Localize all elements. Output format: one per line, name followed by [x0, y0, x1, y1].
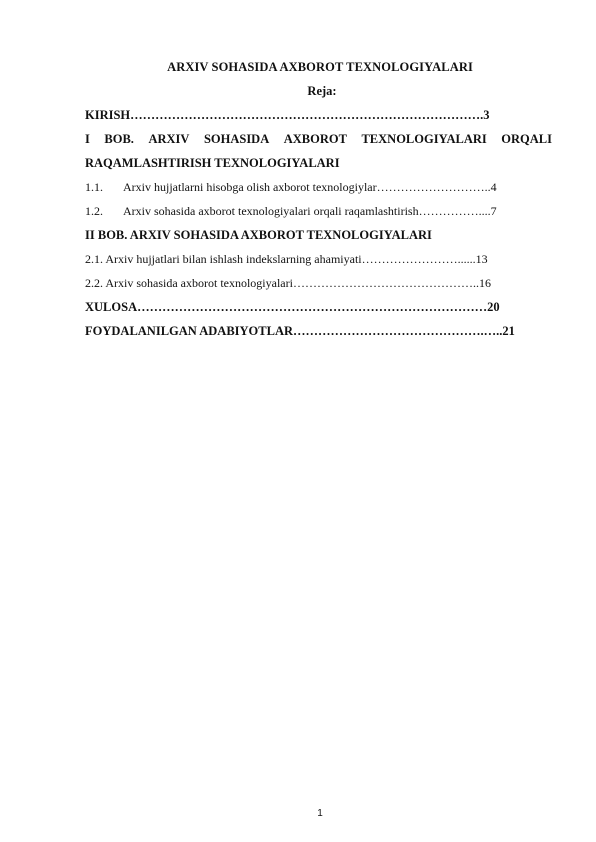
toc-word: ARXIV: [148, 132, 190, 146]
page-number: 1: [317, 808, 323, 819]
toc-word: TEXNOLOGIYALARI: [361, 132, 487, 146]
toc-entry-xulosa: XULOSA…………………………………………………………………………20: [85, 300, 500, 314]
toc-entry-kirish: KIRISH………………………………………………………………………….3: [85, 108, 490, 122]
toc-entry-bob1-line2: RAQAMLASHTIRISH TEXNOLOGIYALARI: [85, 156, 340, 170]
document-title: ARXIV SOHASIDA AXBOROT TEXNOLOGIYALARI: [167, 60, 473, 74]
toc-word: I: [85, 132, 90, 146]
toc-number: 1.2.: [85, 204, 103, 218]
toc-entry-foydalanilgan: FOYDALANILGAN ADABIYOTLAR……………………………………….…..21: [85, 324, 515, 338]
toc-text: Arxiv sohasida axborot texnologiyalari orqali raqamlashtirish……………....7: [123, 204, 497, 218]
toc-word: SOHASIDA: [203, 132, 270, 146]
toc-entry-bob1-line1: [85, 132, 552, 147]
toc-word: ORQALI: [501, 132, 552, 146]
toc-text: Arxiv hujjatlarni hisobga olish axborot texnologiylar………………………..4: [123, 180, 497, 194]
toc-word: BOB.: [104, 132, 134, 146]
toc-word: AXBOROT: [283, 132, 347, 146]
toc-number: 1.1.: [85, 180, 103, 194]
plan-heading: Reja:: [307, 84, 337, 98]
toc-entry-1-2: [85, 204, 552, 219]
toc-entry-1-1: [85, 180, 552, 195]
toc-entry-2-2: 2.2. Arxiv sohasida axborot texnologiyalari………………………………………..16: [85, 276, 491, 290]
toc-entry-bob2: II BOB. ARXIV SOHASIDA AXBOROT TEXNOLOGIYALARI: [85, 228, 432, 242]
toc-entry-2-1: 2.1. Arxiv hujjatlari bilan ishlash indekslarning ahamiyati……………………......13: [85, 252, 488, 266]
